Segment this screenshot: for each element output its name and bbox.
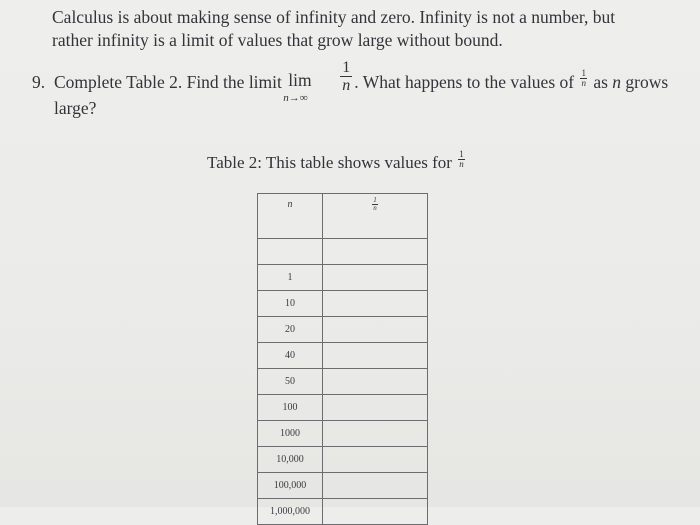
- limit-fraction-denominator: n: [342, 77, 351, 95]
- header-reciprocal-numerator: 1: [373, 195, 377, 204]
- table-row: [258, 395, 428, 421]
- cell-reciprocal-blank[interactable]: [323, 291, 428, 317]
- question-text-grows: grows: [621, 72, 669, 92]
- question-text-middle: . What happens to the values of: [354, 72, 579, 92]
- lim-subscript: n→∞: [283, 92, 308, 104]
- question-9: [32, 59, 682, 120]
- cell-reciprocal-blank[interactable]: [323, 369, 428, 395]
- limit-fraction: [340, 59, 352, 94]
- cell-reciprocal-blank[interactable]: [323, 447, 428, 473]
- header-n: [258, 194, 323, 239]
- table-caption: [207, 148, 467, 174]
- cell-n: 100: [258, 395, 323, 421]
- header-reciprocal: [323, 194, 428, 239]
- question-line-2: large?: [54, 98, 97, 119]
- inline-fraction-numerator: 1: [581, 68, 586, 79]
- table-row: [258, 239, 428, 265]
- cell-n: 100,000: [258, 473, 323, 499]
- table-row: [258, 473, 428, 499]
- cell-reciprocal-blank[interactable]: [323, 317, 428, 343]
- inline-fraction-denominator: n: [581, 78, 586, 89]
- cell-reciprocal-blank[interactable]: [323, 473, 428, 499]
- intro-line-1: Calculus is about making sense of infinity and zero. Infinity is not a number, but: [52, 7, 616, 27]
- caption-fraction: [458, 150, 465, 169]
- cell-n: 40: [258, 343, 323, 369]
- table-row: [258, 447, 428, 473]
- table-row: [258, 317, 428, 343]
- cell-n: 1000: [258, 421, 323, 447]
- cell-reciprocal-blank[interactable]: [323, 499, 428, 525]
- header-reciprocal-fraction: [372, 197, 378, 212]
- cell-n: 20: [258, 317, 323, 343]
- table-row: [258, 499, 428, 525]
- values-table: [257, 193, 428, 525]
- question-var-n: n: [612, 72, 622, 92]
- limit-expression: [283, 68, 338, 104]
- limit-fraction-numerator: 1: [342, 59, 351, 77]
- cell-n: 10: [258, 291, 323, 317]
- cell-reciprocal-blank[interactable]: [323, 395, 428, 421]
- question-line-1: [32, 59, 682, 104]
- cell-n: 1,000,000: [258, 499, 323, 525]
- question-text-as: as: [588, 72, 613, 92]
- cell-reciprocal-blank[interactable]: [323, 239, 428, 265]
- cell-reciprocal-blank[interactable]: [323, 265, 428, 291]
- header-n-label: n: [287, 198, 293, 210]
- caption-text: Table 2: This table shows values for: [207, 153, 457, 172]
- cell-n: 50: [258, 369, 323, 395]
- lim-word: lim: [288, 70, 312, 90]
- inline-fraction: [580, 69, 587, 88]
- caption-fraction-numerator: 1: [459, 148, 464, 159]
- header-reciprocal-denominator: n: [373, 203, 377, 212]
- cell-n: [258, 239, 323, 265]
- cell-reciprocal-blank[interactable]: [323, 343, 428, 369]
- cell-reciprocal-blank[interactable]: [323, 421, 428, 447]
- cell-n: 1: [258, 265, 323, 291]
- table-row: [258, 369, 428, 395]
- intro-paragraph: [52, 6, 682, 52]
- table-header-row: [258, 194, 428, 239]
- table-row: [258, 265, 428, 291]
- cell-n: 10,000: [258, 447, 323, 473]
- table-body: [258, 239, 428, 525]
- table-row: [258, 421, 428, 447]
- question-number: 9.: [32, 72, 46, 92]
- question-text-before: Complete Table 2. Find the limit: [54, 72, 287, 92]
- table-row: [258, 343, 428, 369]
- caption-fraction-denominator: n: [459, 158, 464, 169]
- table-row: [258, 291, 428, 317]
- intro-line-2: rather infinity is a limit of values that grow large without bound.: [52, 30, 503, 50]
